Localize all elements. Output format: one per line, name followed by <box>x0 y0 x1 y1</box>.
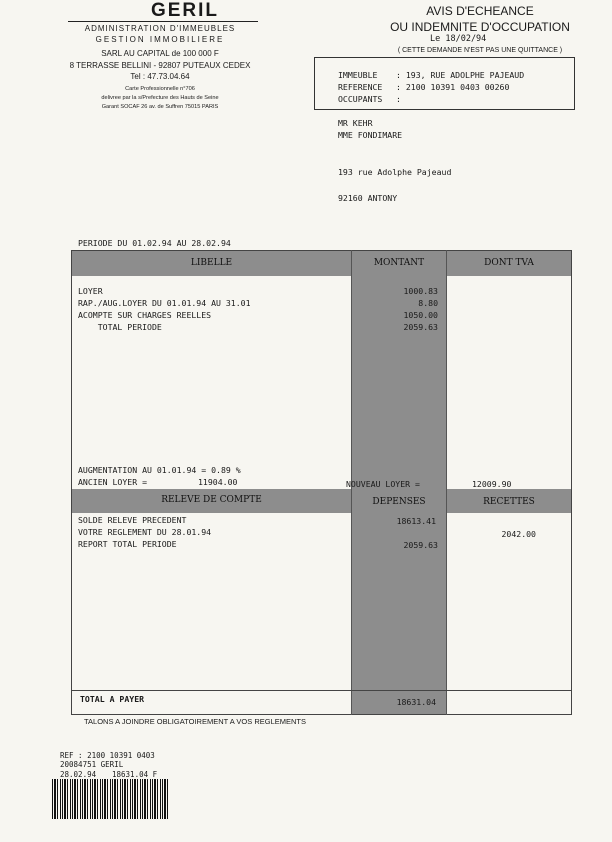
recipient-city: 92160 ANTONY <box>338 193 398 203</box>
recipient-line-1: MR KEHR <box>338 118 373 128</box>
ancien-loyer-value: 11904.00 <box>198 477 238 487</box>
releve-row-label: REPORT TOTAL PERIODE <box>78 539 177 549</box>
releve-row-label: SOLDE RELEVE PRECEDENT <box>78 515 187 525</box>
notice-text: ( CETTE DEMANDE N'EST PAS UNE QUITTANCE ) <box>397 47 563 54</box>
letterhead-line-3: SARL AU CAPITAL de 100 000 F <box>101 49 219 58</box>
row-amount: 1000.83 <box>403 286 438 296</box>
total-periode-label: TOTAL PERIODE <box>78 322 162 332</box>
footer-ref: REF : 2100 10391 0403 <box>60 751 155 760</box>
total-periode-amount: 2059.63 <box>403 322 438 332</box>
brand-logo: GERIL <box>150 0 220 21</box>
dont-tva-header: DONT TVA <box>484 258 534 268</box>
releve-row-depenses: 18613.41 <box>396 516 436 526</box>
letterhead-line-1: ADMINISTRATION D'IMMEUBLES <box>84 24 236 33</box>
row-label: LOYER <box>78 286 103 296</box>
letterhead-phone: Tel : 47.73.04.64 <box>130 72 190 81</box>
document-subtitle: OU INDEMNITE D'OCCUPATION <box>390 20 570 34</box>
letterhead-address: 8 TERRASSE BELLINI - 92807 PUTEAUX CEDEX <box>69 61 251 70</box>
recipient-address: 193 rue Adolphe Pajeaud <box>338 167 452 177</box>
releve-row-label: VOTRE REGLEMENT DU 28.01.94 <box>78 527 212 537</box>
barcode <box>52 779 170 819</box>
total-divider <box>71 690 572 691</box>
libelle-header: LIBELLE <box>190 258 233 268</box>
occupants-label: OCCUPANTS <box>338 94 383 104</box>
footer-code: 20084751 GERIL <box>60 760 124 769</box>
row-label: ACOMPTE SUR CHARGES REELLES <box>78 310 212 320</box>
immeuble-label: IMMEUBLE <box>338 70 378 80</box>
occupants-value: : <box>396 94 401 104</box>
total-a-payer-value: 18631.04 <box>396 697 436 707</box>
nouveau-loyer-label: NOUVEAU LOYER = <box>346 479 420 489</box>
releve-title: RELEVE DE COMPTE <box>161 495 262 505</box>
immeuble-value: : 193, RUE ADOLPHE PAJEAUD <box>396 70 525 80</box>
letterhead-line-2: GESTION IMMOBILIERE <box>95 35 225 44</box>
letterhead-small-2: delivree par la s/Prefecture des Hauts de Seine <box>101 95 219 101</box>
document-title: AVIS D'ECHEANCE <box>426 4 534 18</box>
releve-row-depenses: 2059.63 <box>403 540 438 550</box>
letterhead-small-1: Carte Professionnelle n°706 <box>125 86 195 92</box>
talons-notice: TALONS A JOINDRE OBLIGATOIREMENT A VOS REGLEMENTS <box>84 717 307 726</box>
nouveau-loyer-value: 12009.90 <box>472 479 512 489</box>
recipient-line-2: MME FONDIMARE <box>338 130 403 140</box>
recettes-header: RECETTES <box>483 497 535 507</box>
row-amount: 1050.00 <box>403 310 438 320</box>
period-label: PERIODE DU 01.02.94 AU 28.02.94 <box>78 238 231 248</box>
brand-underline <box>68 21 258 22</box>
footer-date: 28.02.94 <box>60 770 97 779</box>
depenses-header: DEPENSES <box>372 497 426 507</box>
releve-row-recettes: 2042.00 <box>501 529 536 539</box>
row-label: RAP./AUG.LOYER DU 01.01.94 AU 31.01 <box>78 298 251 308</box>
reference-value: : 2100 10391 0403 00260 <box>396 82 510 92</box>
augmentation-text: AUGMENTATION AU 01.01.94 = 0.89 % <box>78 465 241 475</box>
reference-label: REFERENCE <box>338 82 383 92</box>
total-a-payer-label: TOTAL A PAYER <box>80 694 145 704</box>
letterhead-small-3: Garant SOCAF 26 av. de Suffren 75015 PARIS <box>101 104 219 110</box>
ancien-loyer-label: ANCIEN LOYER = <box>78 477 148 487</box>
row-amount: 8.80 <box>418 298 438 308</box>
montant-header: MONTANT <box>373 258 425 268</box>
column-divider <box>446 250 447 715</box>
footer-amount: 18631.04 F <box>112 770 158 779</box>
document-date: Le 18/02/94 <box>430 34 487 44</box>
